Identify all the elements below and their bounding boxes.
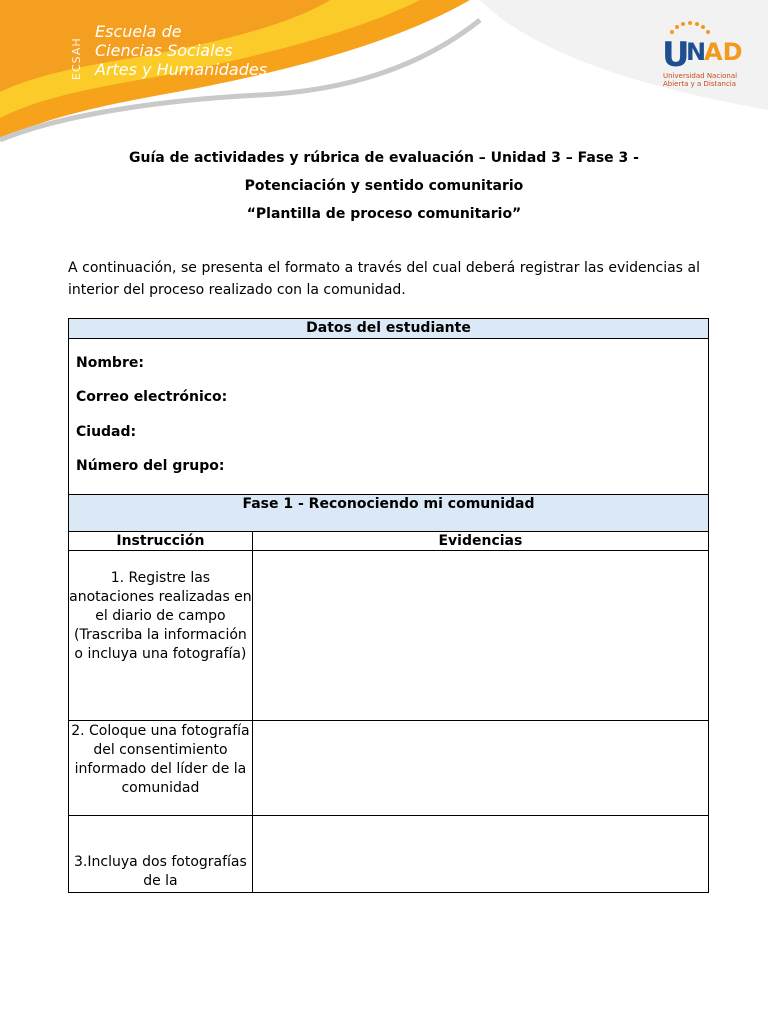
unad-sub-line: Abierta y a Distancia [663,80,737,88]
title-line-1: Guía de actividades y rúbrica de evaluación – Unidad 3 – Fase 3 - [129,150,639,166]
evidence-cell[interactable] [252,721,708,816]
school-line: Artes y Humanidades [95,60,268,79]
evidence-cell[interactable] [252,551,708,721]
school-line: Escuela de [95,22,182,41]
instruction-cell: 3.Incluya dos fotografías de la [69,816,253,893]
unad-sub-line: Universidad Nacional [663,72,738,80]
column-header-instruction: Instrucción [69,532,253,551]
table-row [69,551,709,721]
table-row [69,721,709,816]
instruction-cell: 2. Coloque una fotografía del consentimiento informado del líder de la comunidad [69,721,253,816]
student-data-header: Datos del estudiante [69,319,709,339]
evidence-cell[interactable] [252,816,708,893]
intro-paragraph: A continuación, se presenta el formato a través del cual deberá registrar las evidencias al interior del proceso realizado con la comunidad. [68,260,700,298]
email-field-label: Correo electrónico: [76,389,228,405]
group-number-field-label: Número del grupo: [76,458,225,474]
student-data-cell[interactable] [69,339,709,495]
school-acronym: ECSAH [70,37,83,80]
name-field-label: Nombre: [76,355,144,371]
school-name [95,22,267,79]
table-row [69,816,709,893]
svg-text:U: U [662,35,690,75]
title-line-3: “Plantilla de proceso comunitario” [246,206,522,222]
instruction-cell: 1. Registre las anotaciones realizadas en el diario de campo (Trascriba la información o incluya una fotografía) [69,551,253,721]
svg-text:N: N [686,38,707,66]
phase-header [69,495,709,532]
unad-subtitle [663,72,737,88]
school-line: Ciencias Sociales [95,41,233,60]
column-header-evidence: Evidencias [252,532,708,551]
title-line-2: Potenciación y sentido comunitario [244,178,524,194]
svg-text:AD: AD [704,38,743,66]
process-table [68,318,709,893]
city-field-label: Ciudad: [76,424,137,440]
phase-title: Fase 1 - Reconociendo mi comunidad [242,496,535,512]
